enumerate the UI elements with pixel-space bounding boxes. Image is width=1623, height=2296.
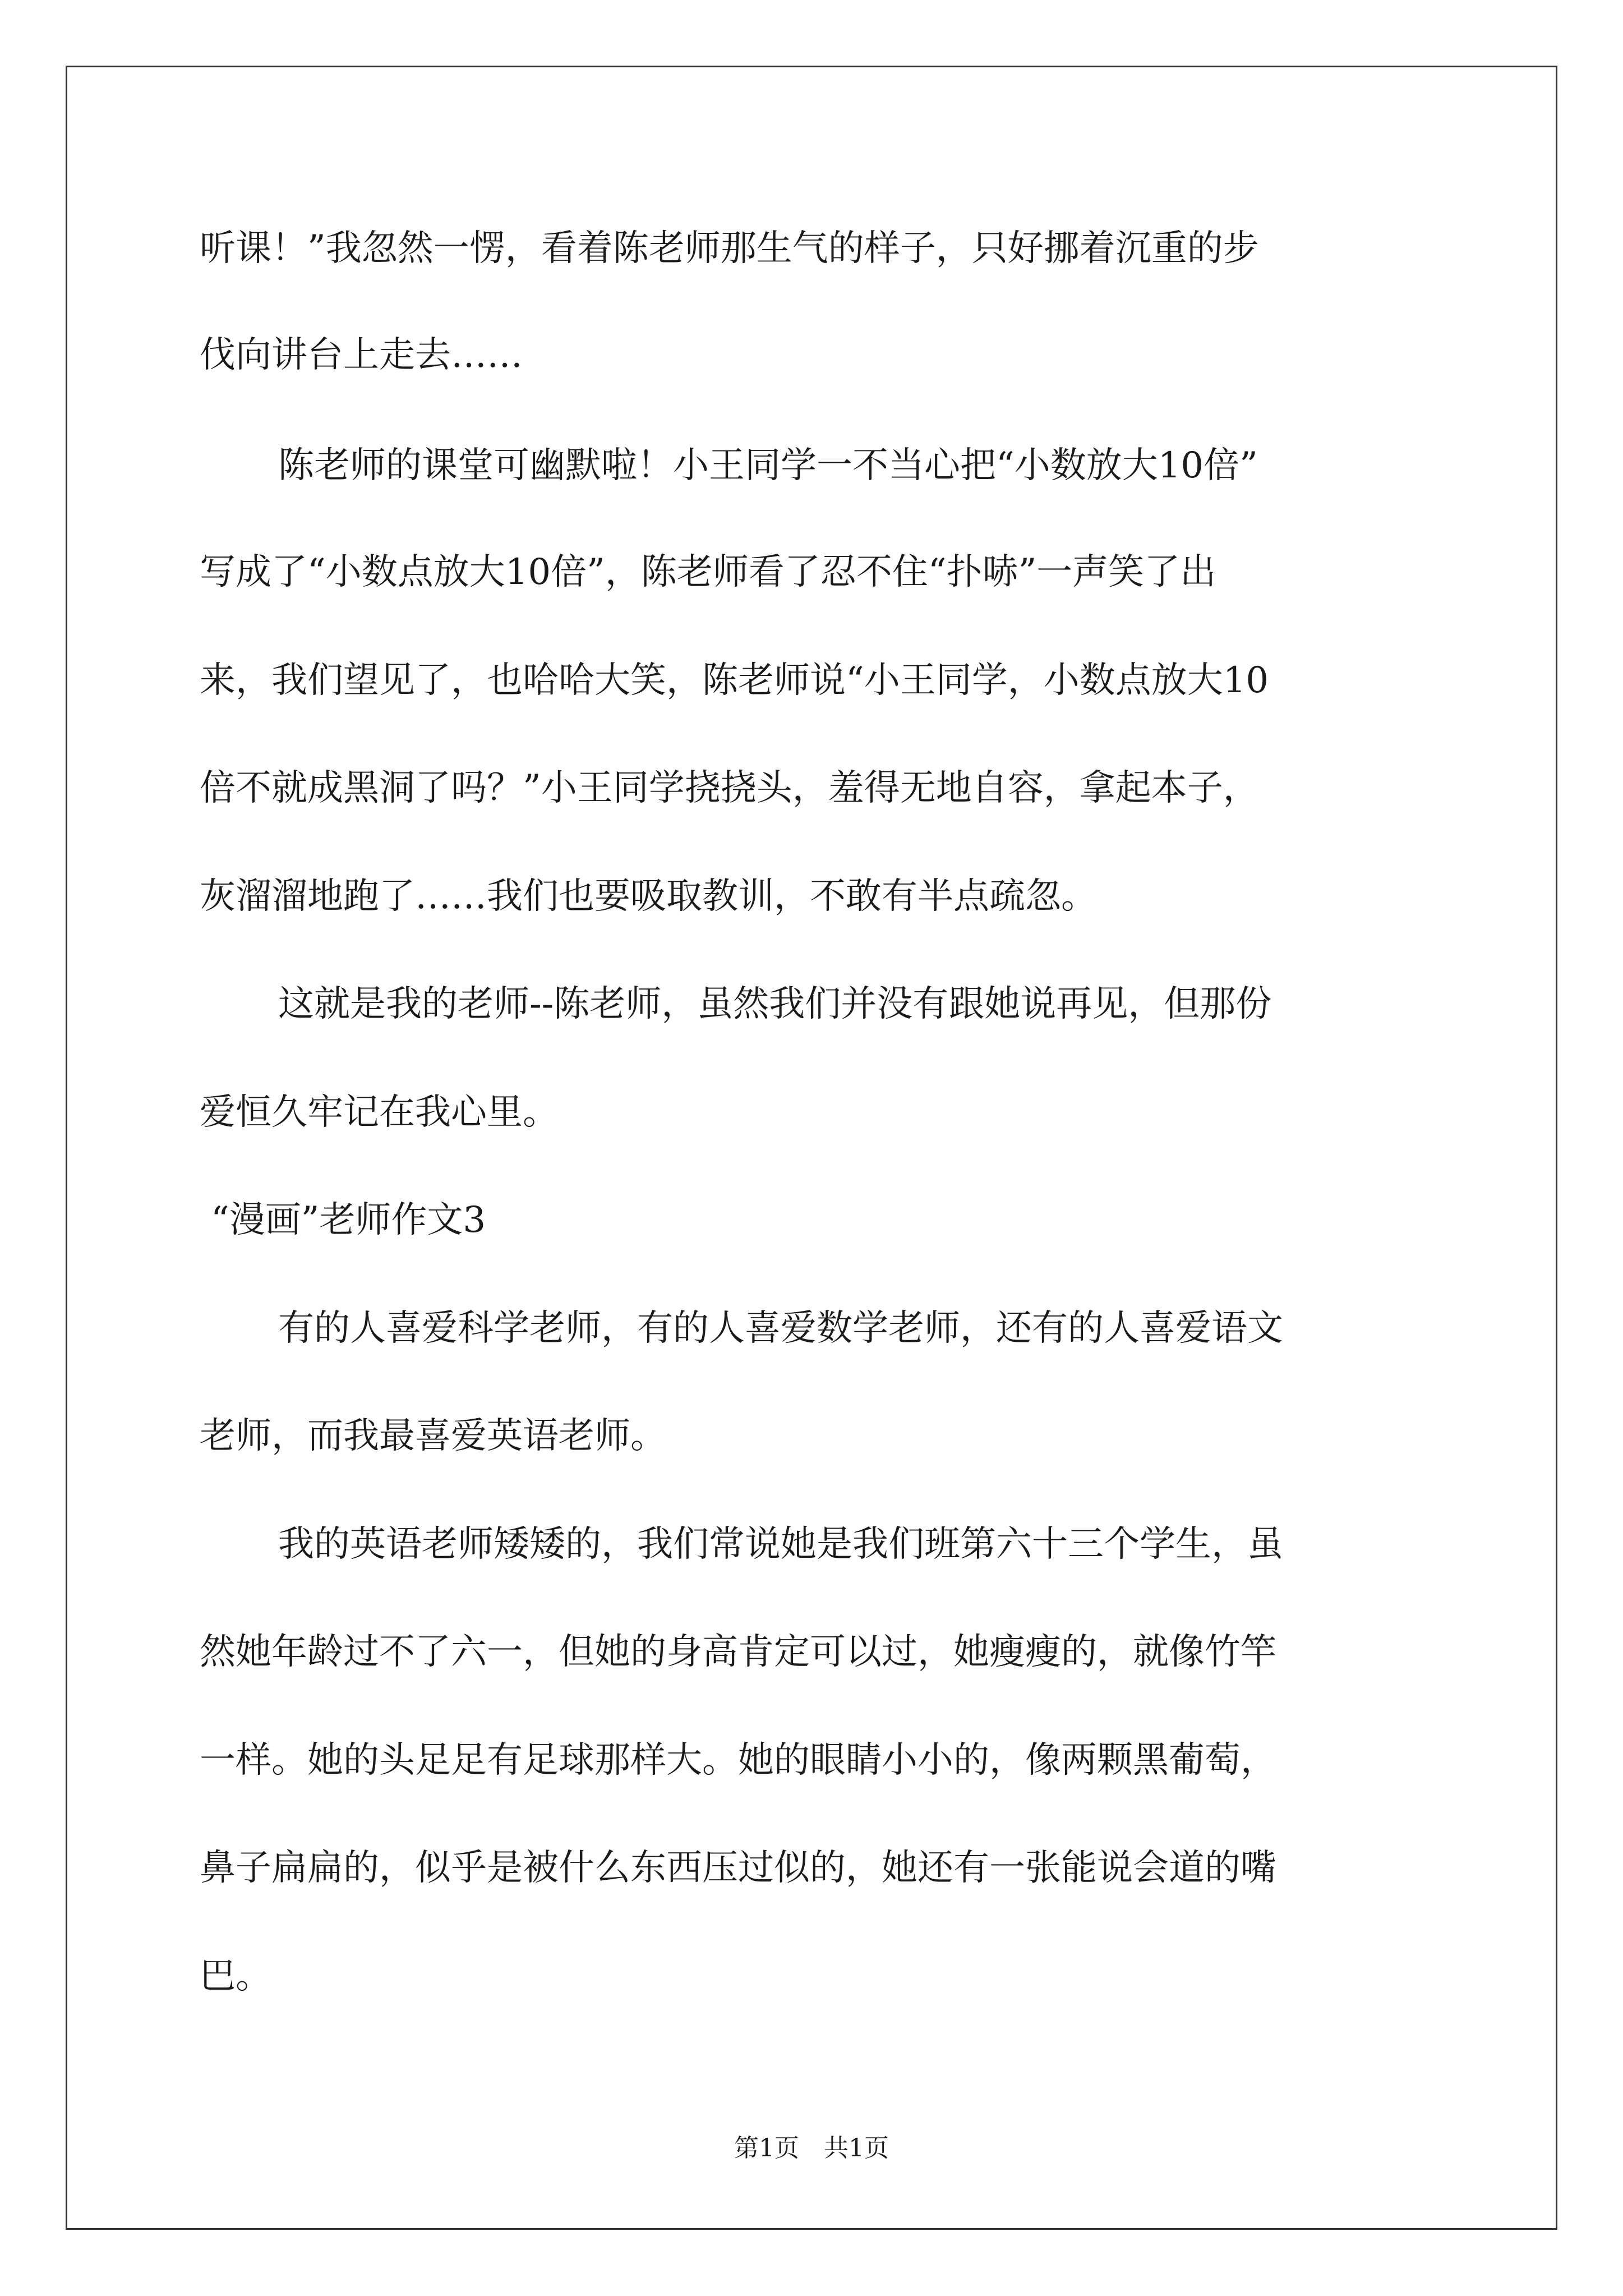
paragraph-2-line-4: 倍不就成黑洞了吗？”小王同学挠挠头，羞得无地自容，拿起本子， [200, 767, 1259, 809]
paragraph-5-line-4: 鼻子扁扁的，似乎是被什么东西压过似的，她还有一张能说会道的嘴 [200, 1847, 1276, 1889]
paragraph-2-line-5: 灰溜溜地跑了……我们也要吸取教训，不敢有半点疏忽。 [200, 876, 1097, 917]
paragraph-2-line-2: 写成了“小数点放大10倍”，陈老师看了忍不住“扑哧”一声笑了出 [200, 551, 1216, 593]
paragraph-4-line-1: 有的人喜爱科学老师，有的人喜爱数学老师，还有的人喜爱语文 [278, 1308, 1283, 1349]
paragraph-5-line-3: 一样。她的头足足有足球那样大。她的眼睛小小的，像两颗黑葡萄， [200, 1740, 1276, 1781]
paragraph-5-line-1: 我的英语老师矮矮的，我们常说她是我们班第六十三个学生，虽 [278, 1524, 1283, 1565]
page-border [66, 66, 1557, 2230]
paragraph-3-line-2: 爱恒久牢记在我心里。 [200, 1092, 559, 1133]
page-number-footer: 第1页 共1页 [734, 2134, 889, 2162]
paragraph-2-line-1: 陈老师的课堂可幽默啦！小王同学一不当心把“小数放大10倍” [278, 445, 1258, 486]
paragraph-2-line-3: 来，我们望见了，也哈哈大笑，陈老师说“小王同学，小数点放大10 [200, 660, 1269, 701]
text-line-1: 听课！”我忽然一愣，看着陈老师那生气的样子，只好挪着沉重的步 [200, 228, 1259, 269]
paragraph-4-line-2: 老师，而我最喜爱英语老师。 [200, 1415, 666, 1457]
paragraph-3-line-1: 这就是我的老师--陈老师，虽然我们并没有跟她说再见，但那份 [278, 983, 1272, 1025]
text-line-2: 伐向讲台上走去…… [200, 334, 523, 376]
paragraph-5-line-5: 巴。 [200, 1955, 271, 1997]
paragraph-5-line-2: 然她年龄过不了六一，但她的身高肯定可以过，她瘦瘦的，就像竹竿 [200, 1631, 1276, 1673]
section-heading: “漫画”老师作文3 [211, 1199, 486, 1241]
